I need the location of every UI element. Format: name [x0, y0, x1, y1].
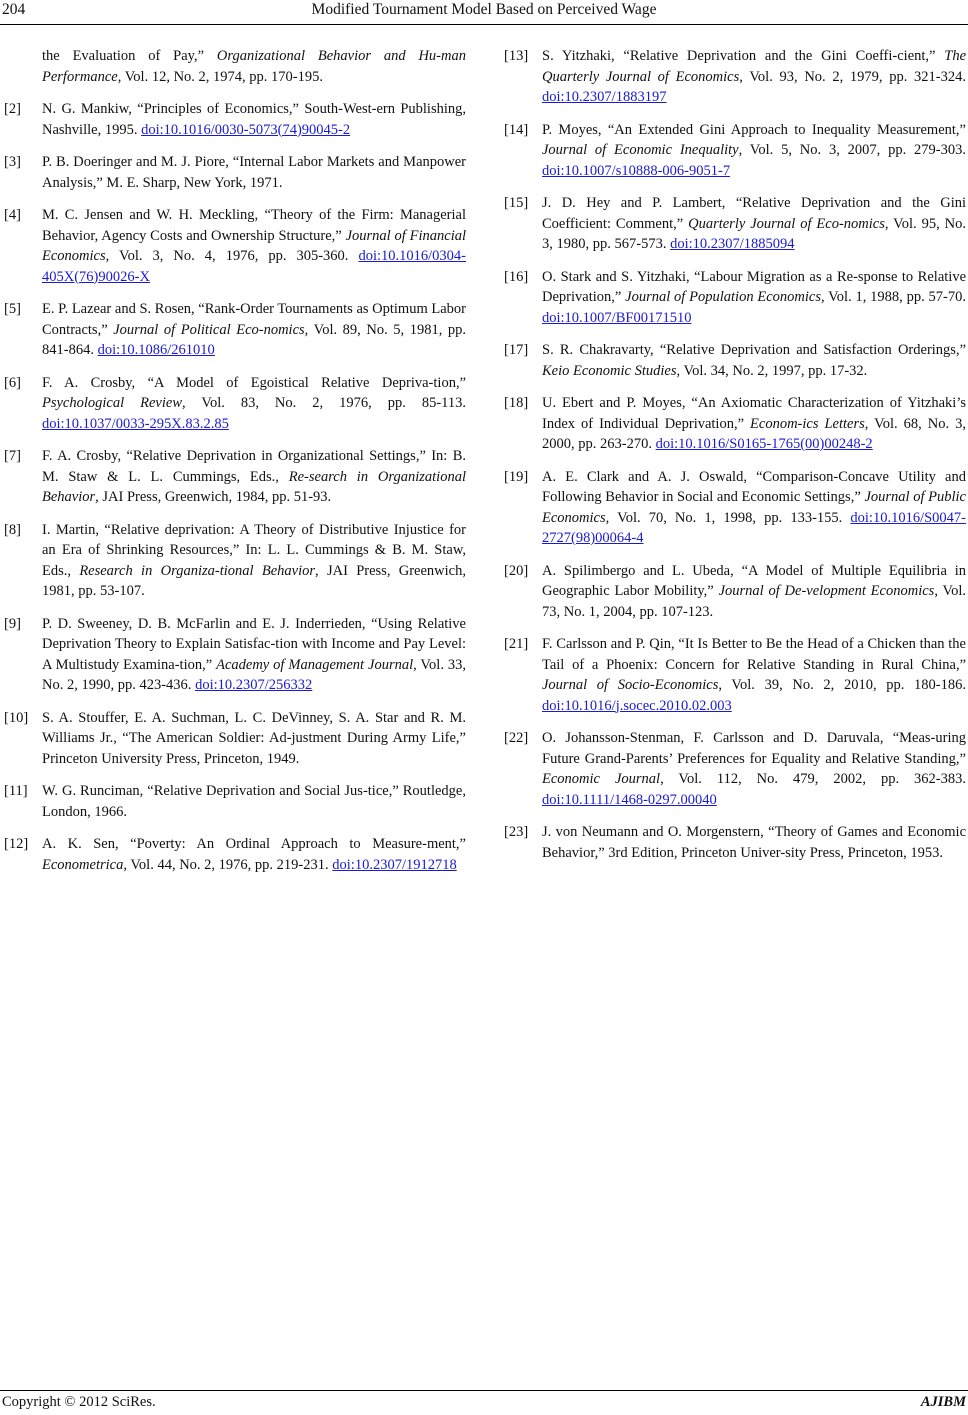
reference-text-segment: W. G. Runciman, “Relative Deprivation and Social Jus-tice,” Routledge, London, 1966. [42, 783, 466, 820]
copyright-notice: Copyright © 2012 SciRes. [2, 1394, 156, 1410]
reference-text-segment: , Vol. 3, No. 4, 1976, pp. 305-360. [105, 248, 359, 264]
reference-text-segment: P. D. Sweeney, D. B. McFarlin and E. J. Inderrieden, “Using Relative Deprivation Theory to Explain Satisfac-tion with Income and Pay Level: A Multistudy Examina-tion,” [42, 615, 466, 673]
page-number: 204 [2, 1, 26, 18]
reference-text-segment: S. A. Stouffer, E. A. Suchman, L. C. DeVinney, S. A. Star and R. M. Williams Jr., “The American Soldier: Ad-justment During Army Life,” Princeton University Press, Princeton, 1949. [42, 709, 466, 767]
reference-text [42, 708, 466, 770]
reference-entry [4, 152, 466, 193]
reference-text [42, 781, 466, 822]
reference-number: [23] [504, 824, 529, 840]
reference-number: [15] [504, 195, 529, 211]
reference-source-title: Journal of Population Economics [625, 289, 822, 305]
reference-text-segment: , Vol. 112, No. 479, 2002, pp. 362-383. [660, 771, 966, 787]
reference-text-segment: , Vol. 5, No. 3, 2007, pp. 279-303. [738, 142, 966, 158]
reference-text-segment: , Vol. 73, No. 1, 2004, pp. 107-123. [542, 583, 966, 620]
reference-number: [21] [504, 636, 529, 652]
doi-link[interactable]: doi:10.1007/BF00171510 [542, 309, 692, 326]
reference-number: [19] [504, 468, 529, 485]
doi-link[interactable]: doi:10.2307/1885094 [670, 236, 795, 252]
reference-text-segment: I. Martin, “Relative deprivation: A Theory of Distributive Injustice for an Era of Shrinking Resources,” In: L. L. Cummings & B. M. Staw, Eds., [42, 521, 466, 579]
reference-text [42, 46, 466, 87]
doi-link[interactable]: doi:10.1016/0030-5073(74)90045-2 [141, 121, 351, 138]
reference-number: [7] [4, 448, 21, 464]
reference-text-segment: S. R. Chakravarty, “Relative Deprivation and Satisfaction Orderings,” [542, 342, 966, 358]
reference-text [542, 393, 966, 455]
reference-source-title: Journal of Financial Economics [42, 227, 467, 264]
reference-entry [4, 205, 466, 287]
reference-number: [13] [504, 48, 529, 64]
reference-entry [504, 193, 966, 255]
reference-source-title: Keio Economic Studies [542, 362, 677, 379]
doi-link[interactable]: doi:10.1086/261010 [97, 342, 215, 358]
reference-text [542, 561, 966, 623]
reference-source-title: The Quarterly Journal of Economics [542, 48, 966, 85]
reference-text-segment: the Evaluation of Pay,” [42, 48, 217, 64]
reference-entry [504, 561, 966, 623]
doi-link[interactable]: doi:10.1016/S0165-1765(00)00248-2 [655, 436, 873, 452]
doi-link[interactable]: doi:10.1037/0033-295X.83.2.85 [42, 415, 229, 432]
reference-text [42, 99, 466, 140]
reference-text-segment: , Vol. 1, 1988, pp. 57-70. [821, 289, 966, 305]
reference-text-segment: , Vol. 39, No. 2, 2010, pp. 180-186. [718, 677, 966, 693]
reference-text-segment: , Vol. 93, No. 2, 1979, pp. 321-324. [739, 68, 966, 85]
running-title: Modified Tournament Model Based on Perceived Wage [311, 1, 657, 18]
reference-text-segment: , JAI Press, Greenwich, 1984, pp. 51-93. [95, 489, 332, 505]
page-footer [0, 1390, 968, 1415]
reference-number: [20] [504, 562, 529, 579]
reference-text-segment: , Vol. 68, No. 3, 2000, pp. 263-270. [542, 415, 966, 452]
reference-text [542, 728, 966, 810]
reference-source-title: Organizational Behavior and Hu-man Performance [42, 48, 466, 85]
reference-entry [4, 46, 466, 87]
reference-source-title: Academy of Management Journal [216, 656, 414, 673]
reference-number: [8] [4, 521, 21, 538]
reference-text-segment: F. A. Crosby, “Relative Deprivation in Organizational Settings,” In: B. M. Staw & L. L. Cummings, Eds., [42, 448, 466, 485]
reference-entry [504, 393, 966, 455]
reference-text-segment: , JAI Press, Greenwich, 1981, pp. 53-107. [42, 562, 466, 599]
reference-source-title: Econometrica [42, 856, 124, 873]
reference-entry [4, 708, 466, 770]
reference-text-segment: U. Ebert and P. Moyes, “An Axiomatic Characterization of Yitzhaki’s Index of Individual Deprivation,” [542, 395, 966, 432]
reference-text-segment: A. E. Clark and A. J. Oswald, “Comparison-Concave Utility and Following Behavior in Social and Economic Settings,” [542, 468, 966, 505]
reference-entry [4, 781, 466, 822]
reference-text [542, 193, 966, 255]
reference-entry [504, 467, 966, 549]
journal-abbrev: AJIBM [920, 1394, 966, 1410]
reference-number: [4] [4, 207, 21, 223]
reference-number: [14] [504, 121, 529, 138]
reference-text [542, 822, 966, 863]
reference-text-segment: , Vol. 70, No. 1, 1998, pp. 133-155. [605, 509, 851, 526]
reference-entry [504, 120, 966, 182]
reference-text [42, 834, 466, 875]
reference-number: [22] [504, 730, 529, 746]
reference-number: [5] [4, 301, 21, 317]
doi-link[interactable]: doi:10.1016/S0047-2727(98)00064-4 [542, 509, 966, 546]
reference-text-segment: O. Stark and S. Yitzhaki, “Labour Migration as a Re-sponse to Relative Deprivation,” [542, 268, 966, 305]
reference-number: [16] [504, 268, 529, 285]
reference-source-title: Journal of Economic Inequality [542, 142, 739, 158]
reference-entry [504, 728, 966, 810]
reference-text-segment: A. Spilimbergo and L. Ubeda, “A Model of Multiple Equilibria in Geographic Labor Mobility,” [542, 562, 966, 599]
reference-number: [6] [4, 374, 21, 391]
reference-text [42, 520, 466, 602]
reference-text [542, 46, 966, 108]
reference-source-title: Research in Organiza-tional Behavior [79, 562, 316, 579]
reference-source-title: Journal of De-velopment Economics [718, 583, 935, 599]
reference-entry [4, 614, 466, 696]
reference-number: [10] [4, 709, 29, 726]
reference-source-title: Journal of Political Eco-nomics [113, 321, 305, 338]
reference-source-title: Quarterly Journal of Eco-nomics [688, 215, 885, 232]
doi-link[interactable]: doi:10.2307/1912718 [332, 856, 457, 873]
reference-text-segment: M. C. Jensen and W. H. Meckling, “Theory of the Firm: Managerial Behavior, Agency Costs and Ownership Structure,” [42, 207, 466, 244]
doi-link[interactable]: doi:10.2307/256332 [195, 677, 313, 693]
reference-text [42, 205, 466, 287]
reference-source-title: Economic Journal [542, 771, 661, 787]
reference-text-segment: , Vol. 34, No. 2, 1997, pp. 17-32. [676, 362, 868, 379]
reference-number: [12] [4, 836, 29, 852]
reference-number: [18] [504, 395, 529, 411]
reference-entry [4, 834, 466, 875]
reference-entry [4, 99, 466, 140]
reference-text [42, 373, 466, 435]
reference-text [542, 634, 966, 716]
reference-text-segment: P. B. Doeringer and M. J. Piore, “Internal Labor Markets and Manpower Analysis,” M. E. Sharp, New York, 1971. [42, 154, 466, 191]
reference-entry [4, 299, 466, 361]
reference-text [542, 267, 966, 329]
reference-entry [504, 822, 966, 863]
reference-entry [504, 340, 966, 381]
reference-text-segment: , Vol. 83, No. 2, 1976, pp. 85-113. [182, 395, 466, 411]
reference-text [42, 614, 466, 696]
reference-text-segment: F. Carlsson and P. Qin, “It Is Better to Be the Head of a Chicken than the Tail of a Phoenix: Concern for Relative Standing in Rural China,” [542, 636, 966, 673]
reference-text [542, 120, 966, 182]
reference-entry [4, 446, 466, 508]
reference-entry [4, 520, 466, 602]
reference-text-segment: , Vol. 44, No. 2, 1976, pp. 219-231. [123, 856, 333, 873]
doi-link[interactable]: doi:10.1007/s10888-006-9051-7 [542, 162, 731, 179]
reference-text-segment: J. von Neumann and O. Morgenstern, “Theory of Games and Economic Behavior,” 3rd Edition, Princeton Univer-sity Press, Princeton, 1953. [542, 824, 966, 861]
reference-source-title: Econom-ics Letters [750, 415, 865, 432]
reference-entry [504, 267, 966, 329]
reference-text-segment: F. A. Crosby, “A Model of Egoistical Relative Depriva-tion,” [42, 374, 466, 391]
reference-number: [3] [4, 154, 21, 170]
reference-source-title: Journal of Socio-Economics [542, 677, 719, 693]
reference-text-segment: A. K. Sen, “Poverty: An Ordinal Approach to Measure-ment,” [42, 836, 466, 852]
reference-text-segment: N. G. Mankiw, “Principles of Economics,” South-West-ern Publishing, Nashville, 1995. [42, 101, 466, 138]
reference-text [42, 299, 466, 361]
doi-link[interactable]: doi:10.2307/1883197 [542, 89, 667, 105]
references-left-column [4, 46, 466, 887]
doi-link[interactable]: doi:10.1016/j.socec.2010.02.003 [542, 697, 732, 714]
reference-text-segment: S. Yitzhaki, “Relative Deprivation and the Gini Coeffi-cient,” [542, 48, 945, 64]
reference-text [542, 467, 966, 549]
reference-text-segment: O. Johansson-Stenman, F. Carlsson and D. Daruvala, “Meas-uring Future Grand-Parents’ Preferences for Equality and Relative Standing,” [542, 730, 966, 767]
reference-text-segment: , Vol. 12, No. 2, 1974, pp. 170-195. [117, 68, 323, 85]
references-right-column [504, 46, 966, 875]
reference-text [542, 340, 966, 381]
reference-text-segment: , Vol. 89, No. 5, 1981, pp. 841-864. [42, 321, 467, 358]
reference-text-segment: E. P. Lazear and S. Rosen, “Rank-Order Tournaments as Optimum Labor Contracts,” [42, 301, 466, 338]
reference-text [42, 152, 466, 193]
reference-text-segment: J. D. Hey and P. Lambert, “Relative Deprivation and the Gini Coefficient: Comment,” [542, 195, 966, 232]
doi-link[interactable]: doi:10.1111/1468-0297.00040 [542, 791, 717, 808]
running-header [0, 0, 968, 25]
reference-number: [9] [4, 615, 21, 632]
reference-number: [17] [504, 342, 529, 358]
reference-entry [504, 634, 966, 716]
reference-text-segment: , Vol. 33, No. 2, 1990, pp. 423-436. [42, 656, 466, 693]
reference-source-title: Journal of Public Economics [542, 489, 966, 526]
reference-source-title: Re-search in Organizational Behavior [42, 468, 466, 505]
reference-source-title: Psychological Review [42, 395, 182, 411]
reference-number: [2] [4, 101, 21, 117]
reference-entry [4, 373, 466, 435]
doi-link[interactable]: doi:10.1016/0304-405X(76)90026-X [42, 248, 466, 285]
reference-text-segment: , Vol. 95, No. 3, 1980, pp. 567-573. [542, 215, 966, 252]
reference-text-segment: P. Moyes, “An Extended Gini Approach to Inequality Measurement,” [542, 121, 966, 138]
reference-text [42, 446, 466, 508]
reference-number: [11] [4, 783, 28, 799]
reference-entry [504, 46, 966, 108]
